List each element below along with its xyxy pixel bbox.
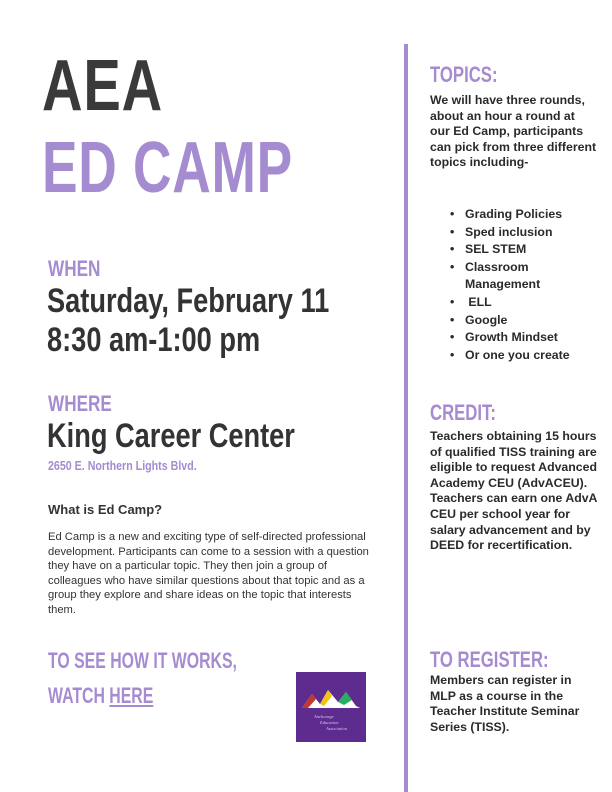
- about-body: Ed Camp is a new and exciting type of self-directed professional development. Participants can come to a session with a question they have on a particular topic. They then join a group of colleagues who have similar questions about that topic and as a group they explore and share ideas on the topic that interests them.: [48, 531, 369, 616]
- credit-heading: CREDIT:: [430, 400, 496, 425]
- when-label: WHEN: [48, 256, 101, 281]
- topic-item: • Grading Policies: [450, 206, 600, 224]
- topic-item: • ELL: [450, 294, 600, 312]
- about-heading: What is Ed Camp?: [48, 502, 163, 517]
- mountain-logo-icon: [296, 672, 366, 742]
- topic-item: • Or one you create: [450, 347, 600, 365]
- aea-logo: [296, 672, 366, 742]
- logo-line-2: Education: [320, 720, 339, 725]
- venue-name: King Career Center: [47, 417, 295, 455]
- watch-line: [48, 683, 153, 709]
- topic-item: • Google: [450, 312, 600, 330]
- credit-body: Teachers obtaining 15 hours of qualified TISS training are eligible to request Advanced Academy CEU (AdvACEU). Teachers can earn one AdvA CEU per school year for salary advancement and by DEED for recertification.: [430, 429, 597, 553]
- where-label: WHERE: [48, 391, 112, 416]
- title-ed-camp: ED CAMP: [42, 128, 293, 208]
- register-body: Members can register in MLP as a course in the Teacher Institute Seminar Series (TISS).: [430, 673, 580, 734]
- topics-list: [450, 206, 600, 364]
- topic-item: • Classroom Management: [450, 259, 600, 294]
- watch-prefix: WATCH: [48, 683, 110, 708]
- logo-line-1: Anchorage: [314, 714, 334, 719]
- topics-intro: We will have three rounds, about an hour a round at our Ed Camp, participants can pick from three different topics including-: [430, 93, 597, 170]
- topic-item: • SEL STEM: [450, 241, 600, 259]
- watch-here-link[interactable]: HERE: [109, 683, 154, 708]
- cta-line: TO SEE HOW IT WORKS,: [48, 648, 237, 673]
- topics-heading: TOPICS:: [430, 62, 498, 87]
- event-date: Saturday, February 11: [47, 282, 330, 320]
- title-aea: AEA: [42, 46, 163, 126]
- venue-address: 2650 E. Northern Lights Blvd.: [48, 458, 197, 473]
- column-divider: [404, 44, 408, 792]
- topic-item: • Sped inclusion: [450, 224, 600, 242]
- logo-line-3: Association: [326, 726, 347, 731]
- topic-item: • Growth Mindset: [450, 329, 600, 347]
- event-time: 8:30 am-1:00 pm: [47, 321, 261, 359]
- register-heading: TO REGISTER:: [430, 647, 549, 672]
